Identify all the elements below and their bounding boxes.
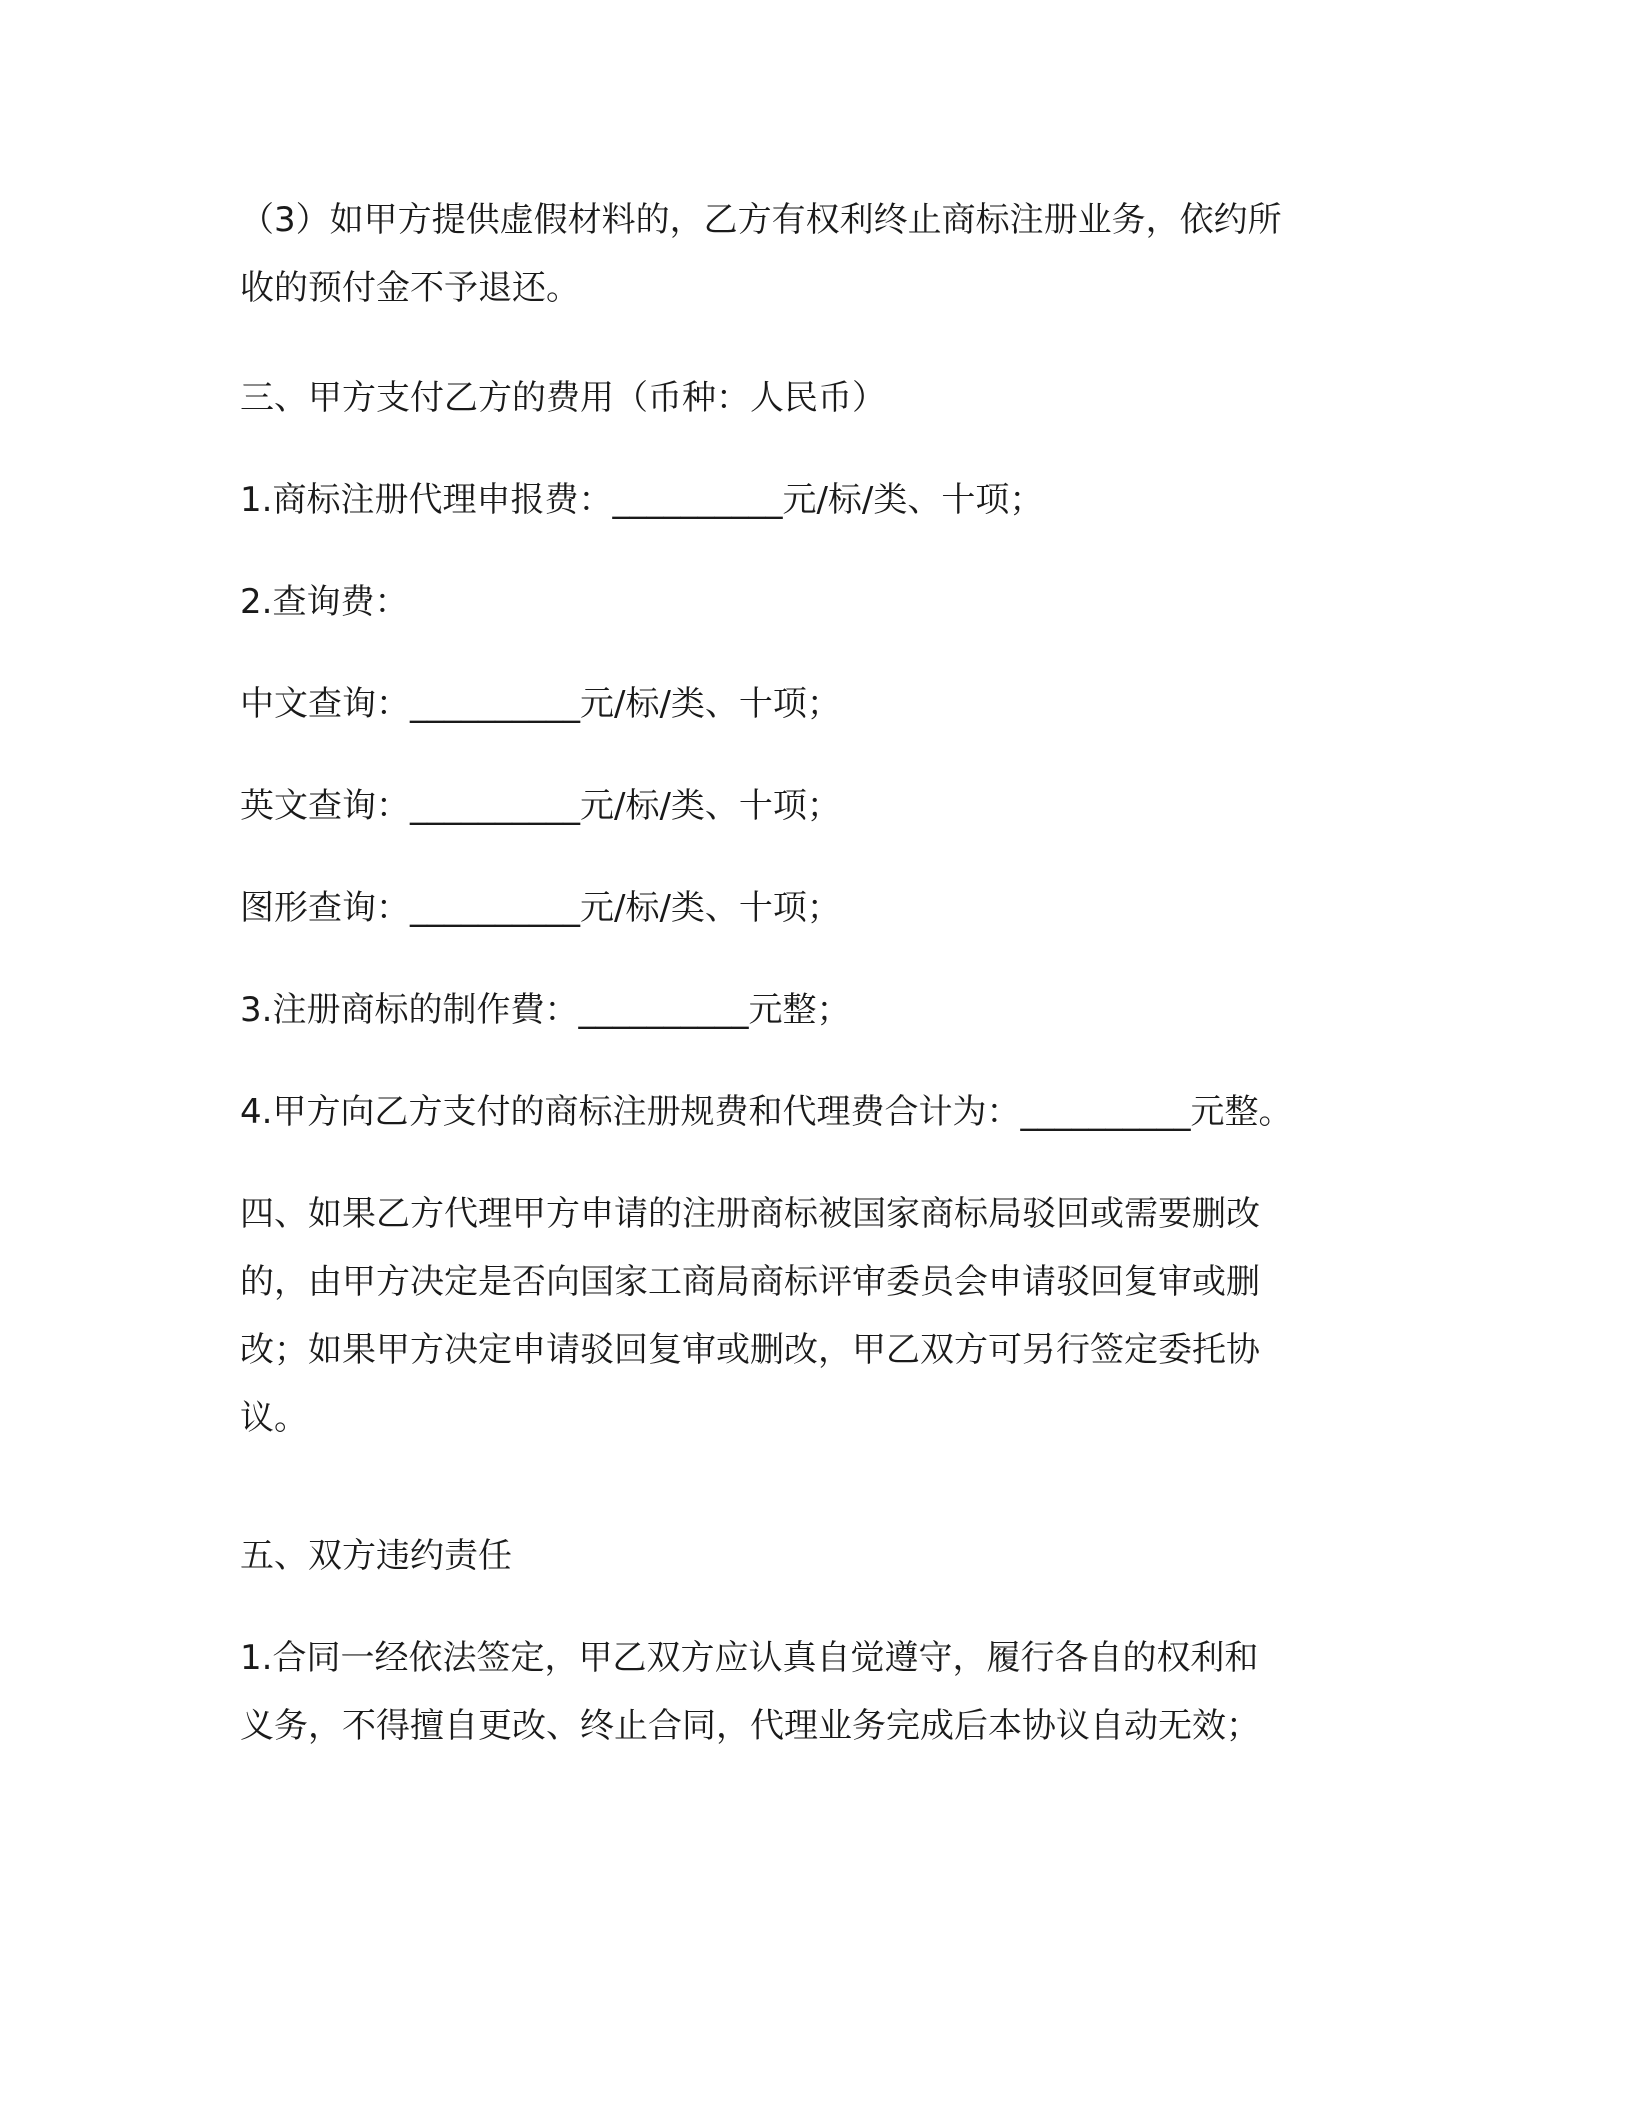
fee-item-registration: 1.商标注册代理申报费：__________元/标/类、十项；: [240, 480, 1044, 520]
paragraph-line: 的，由甲方决定是否向国家工商局商标评审委员会申请驳回复审或删: [240, 1262, 1260, 1302]
fee-item-chinese-search: 中文查询：__________元/标/类、十项；: [240, 684, 841, 724]
paragraph-line: 四、如果乙方代理甲方申请的注册商标被国家商标局驳回或需要删改: [240, 1194, 1260, 1234]
fee-item-total: 4.甲方向乙方支付的商标注册规费和代理费合计为：__________元整。: [240, 1092, 1293, 1132]
section-3-heading: 三、甲方支付乙方的费用（币种：人民币）: [240, 378, 886, 418]
paragraph-line: 收的预付金不予退还。: [240, 268, 580, 308]
section-5-heading: 五、双方违约责任: [240, 1536, 512, 1576]
fee-item-production: 3.注册商标的制作費：__________元整；: [240, 990, 851, 1030]
fee-item-english-search: 英文查询：__________元/标/类、十项；: [240, 786, 841, 826]
paragraph-line: 议。: [240, 1398, 308, 1438]
fee-item-search: 2.查询费：: [240, 582, 409, 622]
paragraph-line: 改；如果甲方决定申请驳回复审或删改，甲乙双方可另行签定委托协: [240, 1330, 1260, 1370]
paragraph-line: 1.合同一经依法签定，甲乙双方应认真自觉遵守，履行各自的权利和: [240, 1638, 1259, 1678]
fee-item-graphic-search: 图形查询：__________元/标/类、十项；: [240, 888, 841, 928]
clause-3-false-materials: [240, 186, 1380, 322]
paragraph-line: （3）如甲方提供虚假材料的，乙方有权利终止商标注册业务，依约所: [240, 200, 1282, 240]
section-5-clause-1: [240, 1624, 1380, 1760]
section-4-paragraph: [240, 1180, 1380, 1452]
paragraph-line: 义务，不得擅自更改、终止合同，代理业务完成后本协议自动无效；: [240, 1706, 1260, 1746]
